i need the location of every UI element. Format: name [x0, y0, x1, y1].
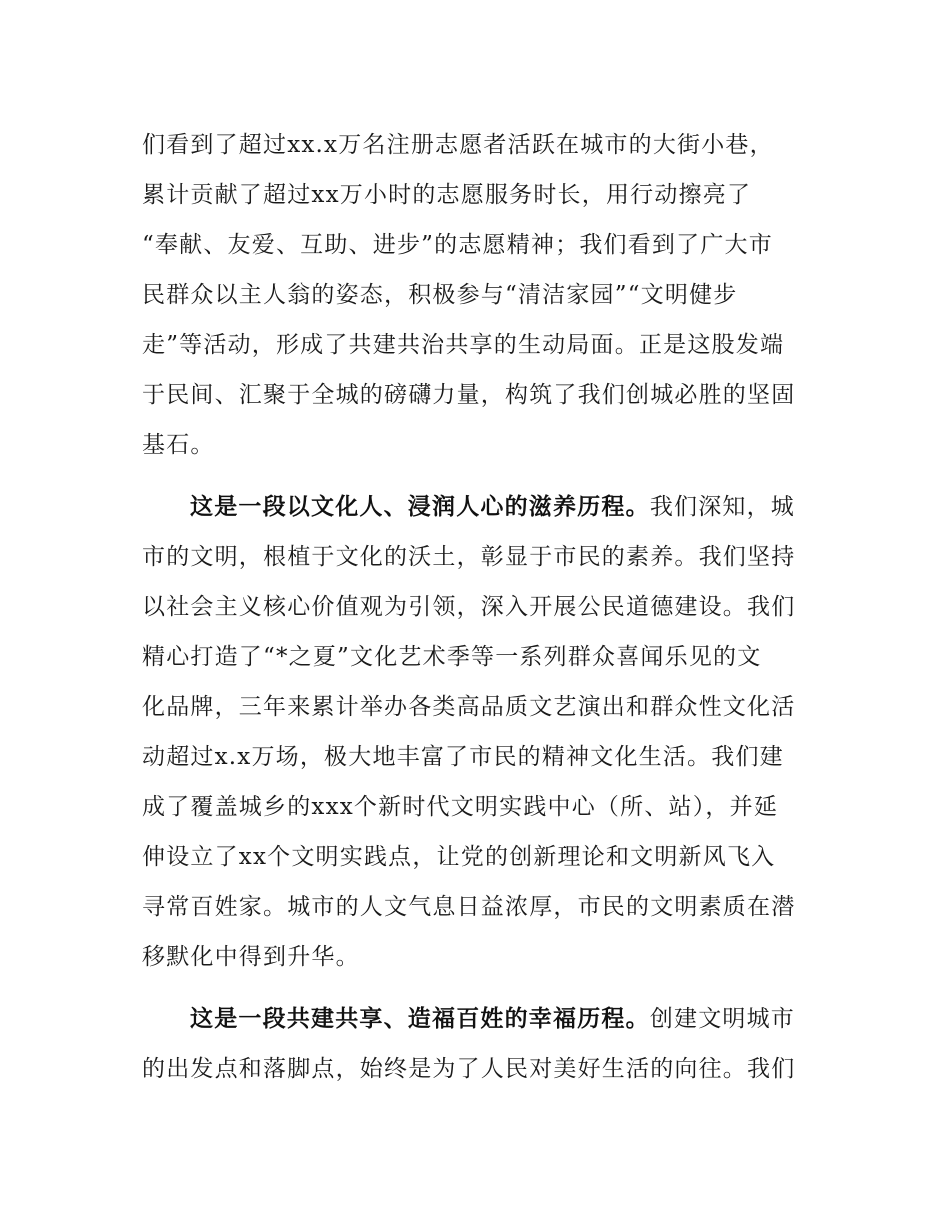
text-line: 基石。 [142, 432, 215, 458]
text-line: 市的文明，根植于文化的沃土，彰显于市民的素养。我们坚持 [142, 544, 796, 570]
paragraph-volunteers [142, 120, 812, 470]
text-line: “奉献、友爱、互助、进步”的志愿精神；我们看到了广大市 [142, 232, 773, 258]
text-line: 走”等活动，形成了共建共治共享的生动局面。正是这股发端 [142, 332, 785, 358]
text-line: 寻常百姓家。城市的人文气息日益浓厚，市民的文明素质在潜 [142, 894, 796, 920]
text-line: 民群众以主人翁的姿态，积极参与“清洁家园”“文明健步 [142, 282, 738, 308]
paragraph-first-line-text: 创建文明城市 [649, 1006, 796, 1032]
text-line: 伸设立了xx个文明实践点，让党的创新理论和文明新风飞入 [142, 844, 776, 870]
paragraph-culture [142, 482, 812, 982]
text-line: 精心打造了“*之夏”文化艺术季等一系列群众喜闻乐见的文 [142, 644, 762, 670]
text-line: 于民间、汇聚于全城的磅礴力量，构筑了我们创城必胜的坚固 [142, 382, 796, 408]
paragraph-lead-heading: 这是一段共建共享、造福百姓的幸福历程。 [190, 1006, 650, 1032]
text-line: 化品牌，三年来累计举办各类高品质文艺演出和群众性文化活 [142, 694, 796, 720]
text-line: 动超过x.x万场，极大地丰富了市民的精神文化生活。我们建 [142, 744, 784, 770]
paragraph-first-line [142, 994, 812, 1044]
text-line: 以社会主义核心价值观为引领，深入开展公民道德建设。我们 [142, 594, 796, 620]
paragraph-lead-heading: 这是一段以文化人、浸润人心的滋养历程。 [190, 494, 650, 520]
paragraph-first-line-text: 我们深知，城 [649, 494, 796, 520]
text-line: 累计贡献了超过xx万小时的志愿服务时长，用行动擦亮了 [142, 182, 752, 208]
text-line: 成了覆盖城乡的xxx个新时代文明实践中心（所、站），并延 [142, 794, 779, 820]
paragraph-first-line [142, 482, 812, 532]
text-line: 们看到了超过xx.x万名注册志愿者活跃在城市的大街小巷， [142, 132, 774, 158]
text-line: 移默化中得到升华。 [142, 944, 360, 970]
text-line: 的出发点和落脚点，始终是为了人民对美好生活的向往。我们 [142, 1056, 796, 1082]
paragraph-shared-happiness [142, 994, 812, 1094]
